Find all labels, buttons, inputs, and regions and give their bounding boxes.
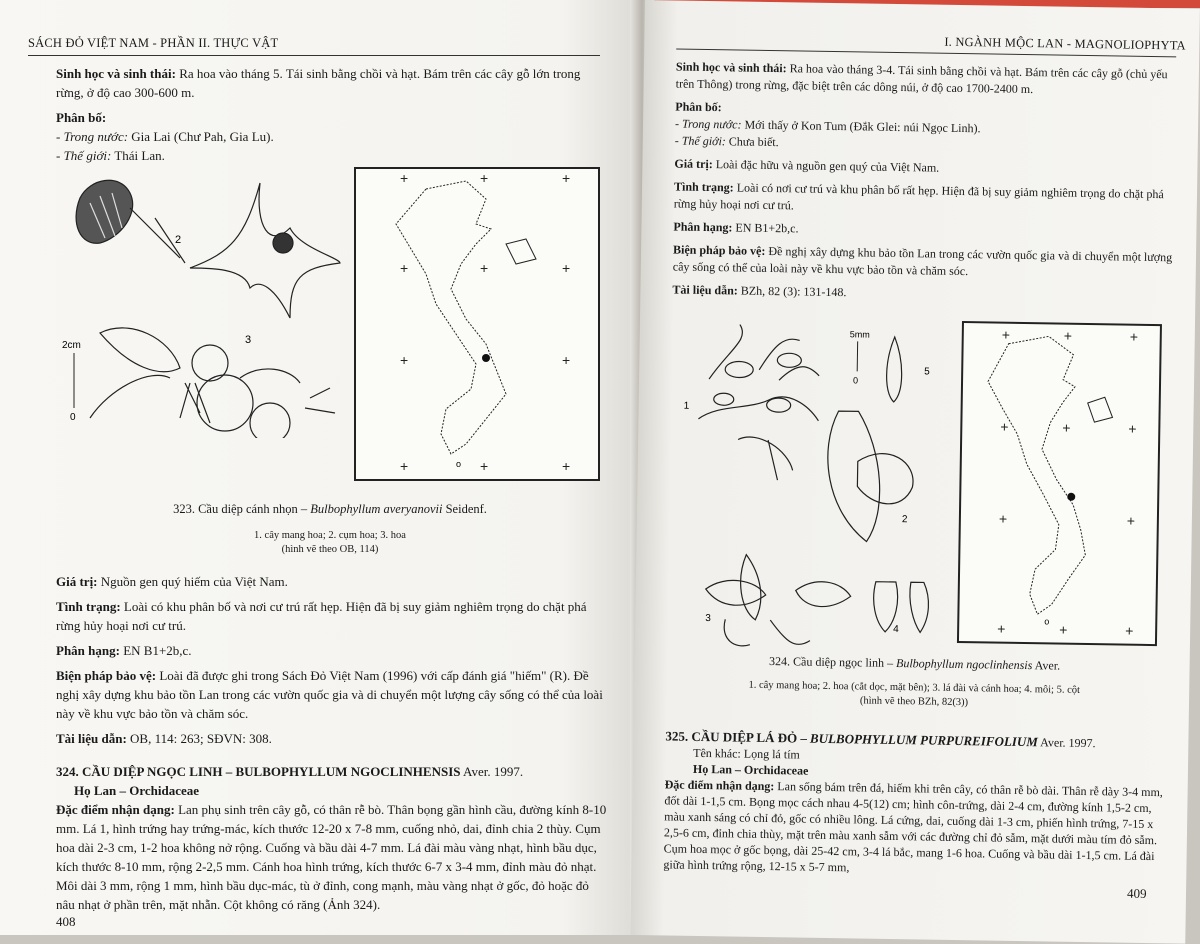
right-biology-label: Sinh học và sinh thái: xyxy=(676,59,787,75)
left-top-text xyxy=(56,64,602,165)
right-bottom-text xyxy=(663,728,1165,886)
left-page-number: 408 xyxy=(56,914,76,930)
right-rank-label: Phân hạng: xyxy=(673,219,732,234)
right-fig-num-3: 3 xyxy=(705,613,711,624)
left-dist-domestic-text: Gia Lai (Chư Pah, Gia Lu). xyxy=(131,129,273,144)
right-fig-num-1: 1 xyxy=(684,401,690,412)
left-id-text: Lan phụ sinh trên cây gỗ, có thân rễ bò. Thân bọng gần hình cầu, đường kính 8-10 mm. Lá 1, hình trứng hay trứng-mác, kích thước 12-20 x 7-8 mm, cuống nhỏ, dai, đỉnh chia 2 thùy. Cụm hoa dài 2-3 cm, 1-2 hoa không nở rộng. Cuống và bầu dài 4-7 mm. Lá đài màu vàng nhạt, hình bầu dục, kích thước 8-10 mm, rộng 2-2,5 mm. Cánh hoa hình trứng, kích thước 6-7 x 3-4 mm, đỉnh màu đỏ nhạt. Môi dài 3 mm, rộng 1 mm, hình bầu dục-mác, tù ở đỉnh, cong mạnh, màu vàng nhạt ở gốc, đỏ hoặc đỏ nâu nhạt ở phần trên, mặt nhẵn. Cột không có răng (Ảnh 324). xyxy=(56,802,606,912)
right-dist-domestic-text: Mới thấy ở Kon Tum (Đắk Glei: núi Ngọc Linh). xyxy=(744,118,980,136)
right-status-label: Tình trạng: xyxy=(674,179,734,194)
left-dist-domestic-label: - Trong nước: xyxy=(56,129,128,144)
right-dist-domestic-label: - Trong nước: xyxy=(675,116,742,131)
left-scale-zero: 0 xyxy=(70,412,76,423)
svg-text:+: + xyxy=(997,621,1005,637)
right-protection-text: Đề nghị xây dựng khu bảo tồn Lan trong các vườn quốc gia và di chuyển một lượng cây sống có thể của loài này về khu vực bảo tồn và chăm sóc. xyxy=(673,244,1173,278)
right-refs-label: Tài liệu dẫn: xyxy=(672,282,738,297)
left-figure-caption xyxy=(100,502,560,557)
right-species-author: Aver. 1997. xyxy=(1040,735,1096,750)
right-caption-prefix: 324. Cầu diệp ngọc linh – xyxy=(769,654,893,670)
left-dist-world-text: Thái Lan. xyxy=(114,148,165,163)
right-dist-world-text: Chưa biết. xyxy=(729,134,779,149)
right-id-text: Lan sống bám trên đá, hiếm khi trên cây, có thân rễ bò dài. Thân rễ dày 3-4 mm, đốt dài 1-1,5 cm. Bọng mọc cách nhau 4-5(12) cm; hình côn-trứng, dài 2-4 cm, đường kính 1,5-2 cm, màu xanh sáng có chỉ đỏ, gốc có nhiều lông. Lá cứng, dai, cuống dài 1-3 cm, phiến hình trứng, 7-15 x 2,5-6 cm, đỉnh chia thùy, mặt trên màu xanh sẫm với các đường chỉ đỏ sẫm, mặt dưới màu tím đỏ sẫm. Cụm hoa mọc ở gốc bọng, dài 25-42 cm, 3-4 lá bắc, mang 1-6 hoa. Cuống và bầu dài 1-1,5 cm. Lá đài giữa hình trứng rộng, 12-15 x 5-7 mm, xyxy=(663,779,1163,874)
left-status-text: Loài có khu phân bố và nơi cư trú rất hẹp. Hiện đã bị suy giảm nghiêm trọng do chặt phá rừng hủy hoại nơi cư trú. xyxy=(56,599,587,633)
right-value-label: Giá trị: xyxy=(674,156,713,171)
svg-text:+: + xyxy=(480,260,488,276)
right-caption-author: Aver. xyxy=(1035,658,1061,672)
left-protection-label: Biện pháp bảo vệ: xyxy=(56,668,156,683)
right-caption-line1: 1. cây mang hoa; 2. hoa (cắt dọc, mặt bên); 3. lá đài và cánh hoa; 4. môi; 5. cột xyxy=(674,678,1154,700)
svg-text:+: + xyxy=(400,458,408,474)
svg-text:+: + xyxy=(1127,513,1135,529)
left-protection-text: Loài đã được ghi trong Sách Đỏ Việt Nam (1996) với cấp đánh giá "hiếm" (R). Đề nghị xây dựng khu bảo tồn Lan trong các vườn quốc gia và di chuyển một lượng cây sống có thể của loài này về khu vực bảo tồn và chăm sóc. xyxy=(56,668,603,721)
left-species-title: 324. CẦU DIỆP NGỌC LINH – BULBOPHYLLUM NGOCLINHENSIS xyxy=(56,764,461,779)
left-distribution-label: Phân bố: xyxy=(56,110,106,125)
left-id-label: Đặc điểm nhận dạng: xyxy=(56,802,175,817)
left-refs-text: OB, 114: 263; SĐVN: 308. xyxy=(130,731,272,746)
right-distribution-map xyxy=(957,321,1162,646)
svg-text:+: + xyxy=(1064,328,1072,344)
right-family-line: Họ Lan – Orchidaceae xyxy=(665,760,1165,784)
right-species-title-prefix: 325. CẦU DIỆP LÁ ĐỎ – xyxy=(665,728,807,745)
svg-text:+: + xyxy=(1059,622,1067,638)
svg-text:+: + xyxy=(400,352,408,368)
svg-text:+: + xyxy=(1000,419,1008,435)
right-dist-world-label: - Thế giới: xyxy=(675,133,726,148)
left-caption-latin: Bulbophyllum averyanovii xyxy=(310,502,442,516)
left-family-line: Họ Lan – Orchidaceae xyxy=(56,781,608,800)
right-caption-line2: (hình vẽ theo BZh, 82(3)) xyxy=(674,692,1154,714)
svg-text:+: + xyxy=(999,511,1007,527)
left-running-head: SÁCH ĐỎ VIỆT NAM - PHẦN II. THỰC VẬT xyxy=(28,36,278,51)
right-status-text: Loài có nơi cư trú và khu phân bố rất hẹp. Hiện đã bị suy giảm nghiêm trọng do chặt phá rừng hủy hoại nơi cư trú. xyxy=(674,180,1164,212)
left-caption-author: Seidenf. xyxy=(446,502,487,516)
left-distribution-map xyxy=(354,167,600,481)
right-other-name-label: Tên khác: xyxy=(693,746,741,761)
svg-text:+: + xyxy=(562,170,570,186)
left-header-rule xyxy=(28,55,600,56)
svg-text:+: + xyxy=(1125,623,1133,639)
right-protection-label: Biện pháp bảo vệ: xyxy=(673,242,766,257)
left-caption-line2: (hình vẽ theo OB, 114) xyxy=(100,543,560,557)
right-fig-num-5: 5 xyxy=(924,366,930,377)
left-caption-line1: 1. cây mang hoa; 2. cụm hoa; 3. hoa xyxy=(100,529,560,543)
right-rank-text: EN B1+2b,c. xyxy=(735,220,798,235)
right-scale-zero: 0 xyxy=(853,375,858,385)
svg-text:+: + xyxy=(400,260,408,276)
left-caption-prefix: 323. Cầu diệp cánh nhọn – xyxy=(173,502,307,516)
left-scale-label: 2cm xyxy=(62,340,81,351)
right-caption-latin: Bulbophyllum ngoclinhensis xyxy=(896,656,1033,672)
left-biology-label: Sinh học và sinh thái: xyxy=(56,66,176,81)
right-value-text: Loài đặc hữu và nguồn gen quý của Việt Nam. xyxy=(716,157,940,175)
left-dist-world-label: - Thế giới: xyxy=(56,148,111,163)
svg-text:+: + xyxy=(1002,327,1010,343)
svg-text:+: + xyxy=(400,170,408,186)
svg-text:+: + xyxy=(1130,329,1138,345)
left-status-label: Tình trạng: xyxy=(56,599,121,614)
svg-text:+: + xyxy=(1062,420,1070,436)
svg-text:+: + xyxy=(480,458,488,474)
svg-text:+: + xyxy=(562,352,570,368)
right-fig-num-2: 2 xyxy=(902,514,908,525)
right-page-number: 409 xyxy=(1127,886,1147,902)
left-map-letter: o xyxy=(456,459,461,469)
right-distribution-label: Phân bố: xyxy=(675,99,722,114)
right-refs-text: BZh, 82 (3): 131-148. xyxy=(741,284,847,300)
left-fig-num-3: 3 xyxy=(245,334,251,346)
right-top-text xyxy=(672,58,1176,312)
left-plant-illustration xyxy=(60,168,350,438)
left-rank-label: Phân hạng: xyxy=(56,643,120,658)
left-species-author: Aver. 1997. xyxy=(463,764,523,779)
svg-text:+: + xyxy=(562,458,570,474)
left-value-label: Giá trị: xyxy=(56,574,98,589)
right-running-head: I. NGÀNH MỘC LAN - MAGNOLIOPHYTA xyxy=(944,35,1186,54)
left-bottom-text xyxy=(56,572,608,920)
left-value-text: Nguồn gen quý hiếm của Việt Nam. xyxy=(101,574,288,589)
right-page xyxy=(630,0,1200,944)
left-fig-num-2: 2 xyxy=(175,234,181,246)
right-scale-label: 5mm xyxy=(850,329,870,339)
right-figure-caption xyxy=(674,653,1155,714)
right-map-letter: o xyxy=(1044,616,1049,626)
svg-text:+: + xyxy=(480,170,488,186)
svg-text:+: + xyxy=(562,260,570,276)
right-species-title-latin: BULBOPHYLLUM PURPUREIFOLIUM xyxy=(810,731,1038,750)
left-rank-text: EN B1+2b,c. xyxy=(123,643,191,658)
svg-text:+: + xyxy=(1128,421,1136,437)
right-id-label: Đặc điểm nhận dạng: xyxy=(665,777,775,793)
right-fig-num-4: 4 xyxy=(893,624,899,635)
right-other-name-text: Lọng lá tím xyxy=(744,747,800,762)
right-plant-illustration xyxy=(675,309,960,653)
right-biology-text: Ra hoa vào tháng 3-4. Tái sinh bằng chồi và hạt. Bám trên các cây gỗ (chủ yếu trên Thông) trong rừng, đặc biệt trên các dông núi, ở độ cao 1700-2400 m. xyxy=(676,61,1168,96)
left-biology-text: Ra hoa vào tháng 5. Tái sinh bằng chồi và hạt. Bám trên các cây gỗ lớn trong rừng, ở độ cao 300-600 m. xyxy=(56,66,580,100)
left-refs-label: Tài liệu dẫn: xyxy=(56,731,127,746)
